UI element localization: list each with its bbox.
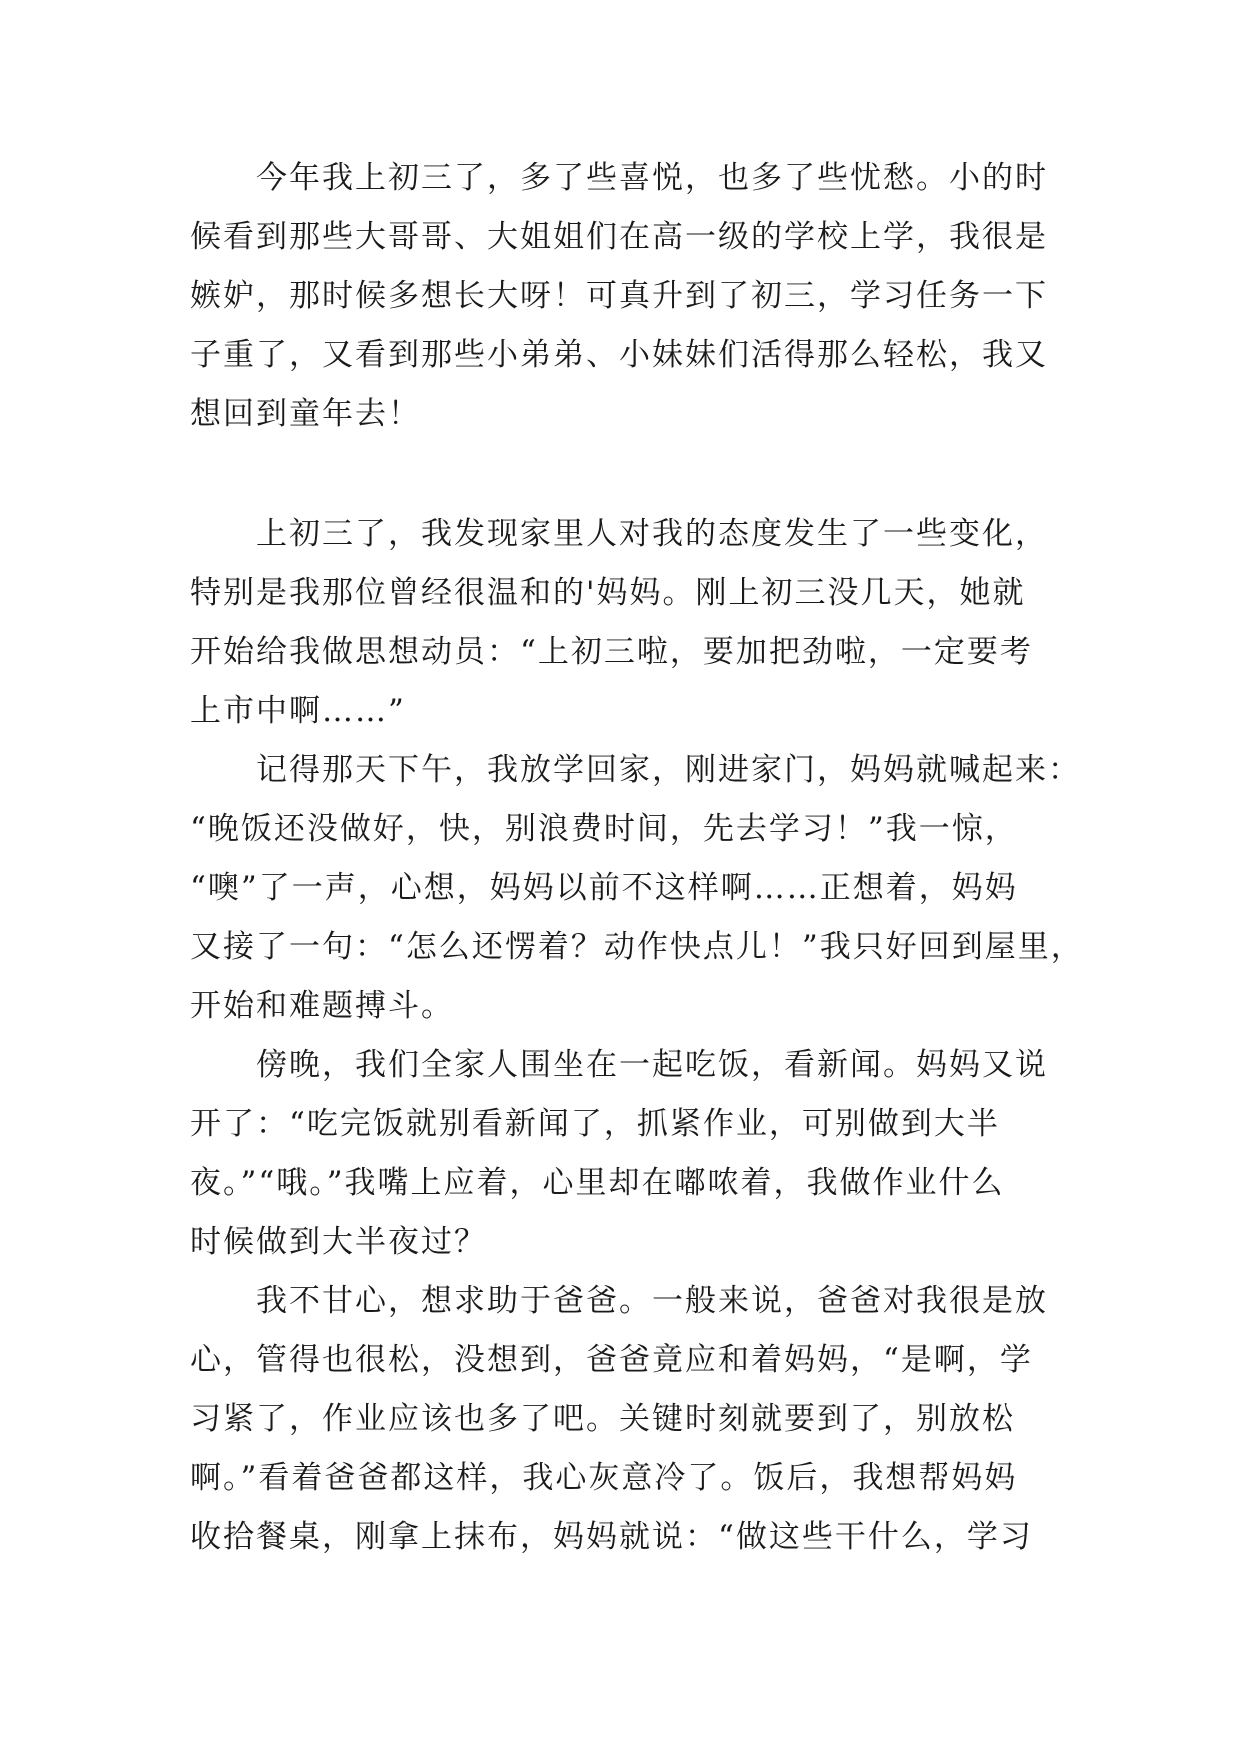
text-line: 心，管得也很松，没想到，爸爸竟应和着妈妈，“是啊，学 (190, 1342, 1033, 1378)
text-line: “噢”了一声，心想，妈妈以前不这样啊……正想着，妈妈 (190, 870, 1018, 906)
text-line: 上初三了，我发现家里人对我的态度发生了一些变化， (190, 516, 1048, 552)
text-line: 今年我上初三了，多了些喜悦，也多了些忧愁。小的时 (190, 160, 1048, 196)
text-line: 候看到那些大哥哥、大姐姐们在高一级的学校上学，我很是 (190, 219, 1048, 255)
text-line: 收拾餐桌，刚拿上抹布，妈妈就说：“做这些干什么，学习 (190, 1519, 1033, 1555)
text-line: 夜。”“哦。”我嘴上应着，心里却在嘟哝着，我做作业什么 (190, 1165, 1005, 1201)
text-line: 上市中啊……” (190, 693, 406, 729)
text-line: 记得那天下午，我放学回家，刚进家门，妈妈就喊起来： (190, 752, 1081, 788)
text-line: 特别是我那位曾经很温和的'妈妈。刚上初三没几天，她就 (190, 575, 1026, 611)
text-line: 我不甘心，想求助于爸爸。一般来说，爸爸对我很是放 (190, 1283, 1048, 1319)
text-line: 习紧了，作业应该也多了吧。关键时刻就要到了，别放松 (190, 1401, 1015, 1437)
text-line: 想回到童年去！ (190, 396, 421, 432)
text-line: 开始和难题搏斗。 (190, 988, 454, 1024)
text-line: “晚饭还没做好，快，别浪费时间，先去学习！”我一惊， (190, 811, 1018, 847)
text-line: 子重了，又看到那些小弟弟、小妹妹们活得那么轻松，我又 (190, 337, 1048, 373)
text-line: 傍晚，我们全家人围坐在一起吃饭，看新闻。妈妈又说 (190, 1047, 1048, 1083)
text-line: 开始给我做思想动员：“上初三啦，要加把劲啦，一定要考 (190, 634, 1033, 670)
text-line: 嫉妒，那时候多想长大呀！可真升到了初三，学习任务一下 (190, 278, 1048, 314)
text-line: 啊。”看着爸爸都这样，我心灰意冷了。饭后，我想帮妈妈 (190, 1460, 1018, 1496)
text-line: 开了：“吃完饭就别看新闻了，抓紧作业，可别做到大半 (190, 1106, 1000, 1142)
text-line: 时候做到大半夜过？ (190, 1224, 487, 1260)
text-line: 又接了一句：“怎么还愣着？动作快点儿！”我只好回到屋里， (190, 929, 1084, 965)
